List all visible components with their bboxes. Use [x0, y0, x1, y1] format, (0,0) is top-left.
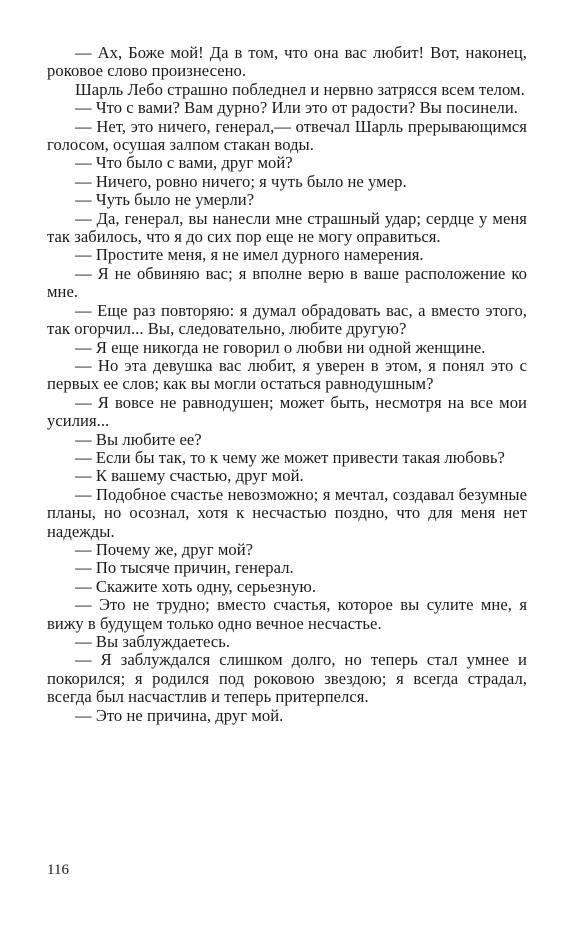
paragraph-24: — Я заблуждался слишком долго, но теперь стал умнее и покорился; я родился под роковою звездою; я всегда страдал, всегда был насчастлив и теперь притерпелся. [47, 650, 527, 707]
paragraph-2: Шарль Лебо страшно побледнел и нервно затрясся всем телом. [75, 79, 525, 99]
paragraph-17: — К вашему счастью, друг мой. [75, 466, 304, 486]
paragraph-10: — Я не обвиняю вас; я вполне верю в ваше расположение ко мне. [47, 263, 527, 302]
paragraph-6: — Ничего, ровно ничего; я чуть было не умер. [75, 171, 407, 191]
paragraph-18: — Подобное счастье невозможно; я мечтал, создавал безумные планы, но осознал, хотя к несчастью поздно, что для меня нет надежды. [47, 484, 527, 541]
paragraph-3: — Что с вами? Вам дурно? Или это от радости? Вы посинели. [75, 98, 519, 118]
page-number: 116 [47, 862, 69, 878]
paragraph-19: — Почему же, друг мой? [75, 539, 254, 559]
paragraph-12: — Я еще никогда не говорил о любви ни одной женщине. [75, 337, 486, 357]
paragraph-13: — Но эта девушка вас любит, я уверен в этом, я понял это с первых ее слов; как вы могли остаться равнодушным? [47, 355, 527, 394]
paragraph-22: — Это не трудно; вместо счастья, которое вы сулите мне, я вижу в будущем только одно вечное несчастье. [47, 595, 527, 633]
page-text-block [47, 44, 527, 725]
paragraph-25: — Это не причина, друг мой. [75, 705, 284, 725]
paragraph-23: — Вы заблуждаетесь. [75, 632, 231, 651]
paragraph-8: — Да, генерал, вы нанесли мне страшный удар; сердце у меня так забилось, что я до сих пор еще не могу оправиться. [47, 208, 527, 247]
paragraph-9: — Простите меня, я не имел дурного намерения. [75, 245, 424, 265]
paragraph-11: — Еще раз повторяю: я думал обрадовать вас, а вместо этого, так огорчил... Вы, следовательно, любите другую? [47, 300, 527, 339]
paragraph-7: — Чуть было не умерли? [75, 190, 255, 210]
paragraph-16: — Если бы так, то к чему же может привести такая любовь? [75, 447, 505, 467]
paragraph-4: — Нет, это ничего, генерал,— отвечал Шарль прерывающимся голосом, осушая залпом стакан воды. [47, 116, 527, 155]
paragraph-5: — Что было с вами, друг мой? [75, 153, 293, 173]
paragraph-21: — Скажите хоть одну, серьезную. [75, 576, 317, 596]
paragraph-20: — По тысяче причин, генерал. [75, 558, 294, 578]
paragraph-15: — Вы любите ее? [75, 429, 202, 449]
paragraph-14: — Я вовсе не равнодушен; может быть, несмотря на все мои усилия... [47, 392, 527, 431]
paragraph-1: — Ах, Боже мой! Да в том, что она вас любит! Вот, наконец, роковое слово произнесено. [47, 43, 527, 81]
